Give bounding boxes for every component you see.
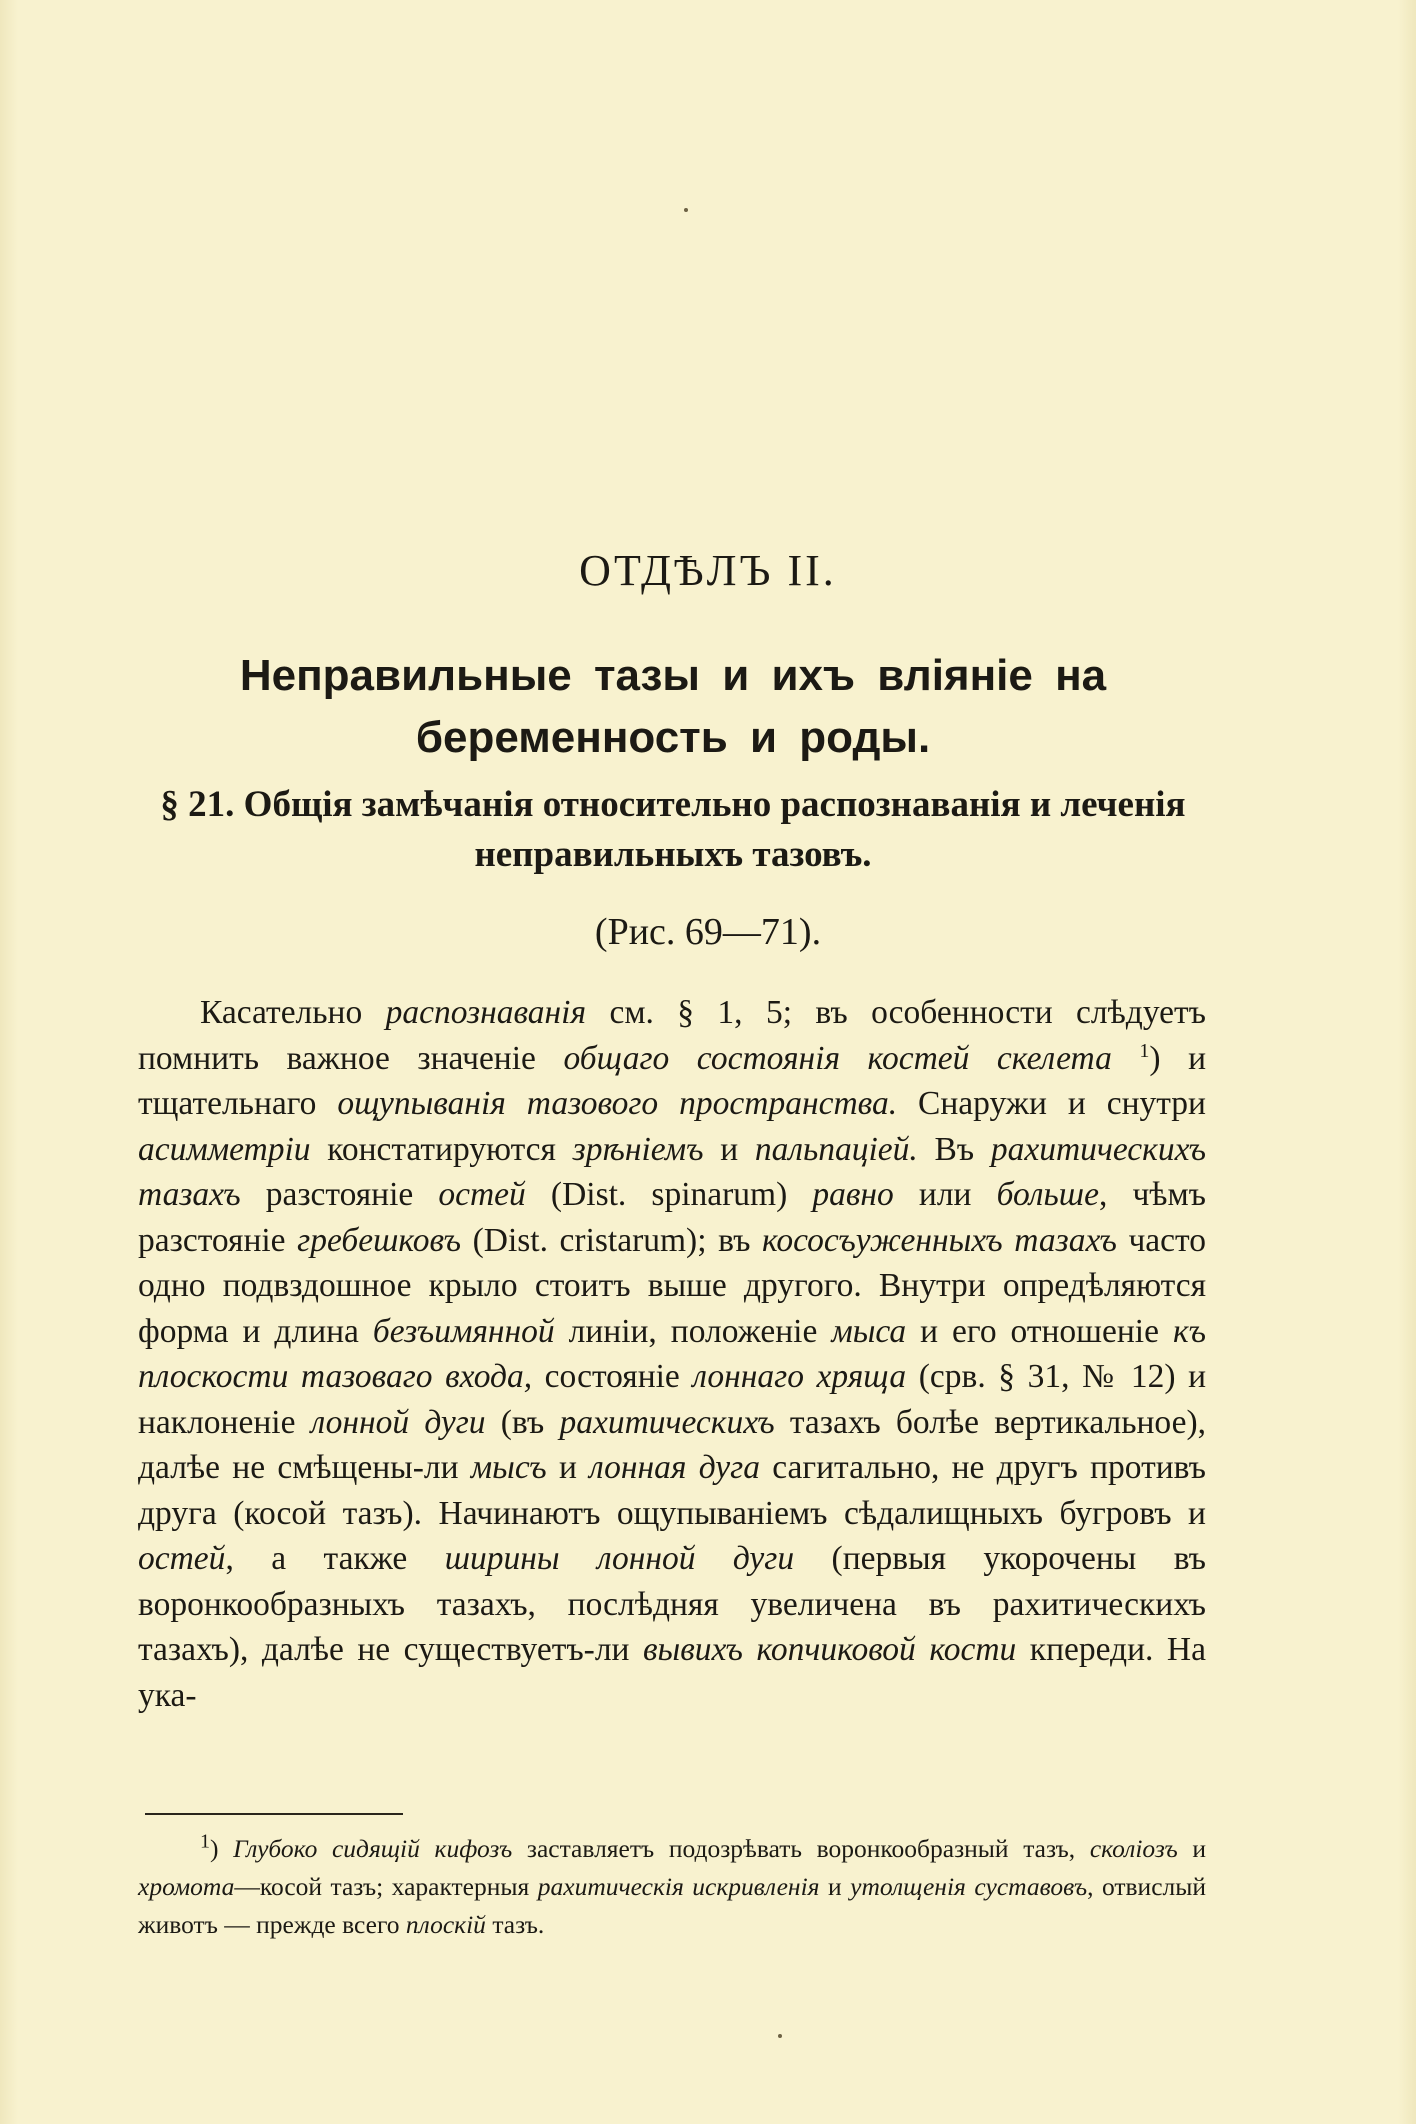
italic-run: лоннаго хряща bbox=[692, 1358, 907, 1395]
text-run: Касательно bbox=[200, 994, 386, 1031]
italic-run: асимметріи bbox=[138, 1130, 311, 1168]
footnote-divider bbox=[145, 1813, 403, 1815]
text-run: (первыя укорочены въ воронкообразныхъ тазахъ, послѣдняя увеличена въ рахитическихъ тазахъ), далѣе не существуетъ-ли bbox=[138, 1540, 1206, 1668]
text-run: , чѣмъ разстояніе bbox=[138, 1176, 1207, 1259]
text-run: сагитально, не другъ противъ друга (косой тазъ). Начинаютъ ощупываніемъ сѣдалищныхъ бугровъ и bbox=[138, 1449, 1206, 1532]
italic-run: безъимянной bbox=[372, 1312, 555, 1350]
text-run: кпереди. На ука- bbox=[138, 1631, 1206, 1714]
text-run: и bbox=[819, 1872, 851, 1901]
text-run: часто одно подвздошное крыло стоитъ выше другого. Внутри опредѣляются форма и длина bbox=[138, 1221, 1206, 1350]
text-run: разстояніе bbox=[240, 1176, 439, 1213]
italic-run: къ плоскости тазоваго входа, bbox=[138, 1312, 1206, 1395]
italic-run: рахитическихъ тазахъ bbox=[138, 1130, 1207, 1213]
text-run: констатируются bbox=[310, 1130, 573, 1168]
text-run: Снаружи и снутри bbox=[897, 1085, 1206, 1122]
text-run: и bbox=[546, 1449, 590, 1486]
italic-run: больше bbox=[996, 1176, 1099, 1213]
italic-run: остей bbox=[438, 1176, 526, 1213]
text-run: Въ bbox=[917, 1130, 991, 1168]
paper-speck bbox=[684, 208, 688, 212]
italic-run: плоскій bbox=[405, 1910, 486, 1939]
text-run: см. § 1, 5; въ особенности слѣдуетъ помнить важное значеніе bbox=[138, 994, 1206, 1077]
paper-speck bbox=[778, 2034, 782, 2038]
italic-run: зрѣніемъ bbox=[572, 1130, 704, 1168]
section-heading: ОТДѢЛЪ II. bbox=[579, 546, 837, 595]
italic-run: ширины лонной дуги bbox=[444, 1540, 795, 1577]
text-run: состояніе bbox=[532, 1358, 693, 1395]
text-run: —косой тазъ; характерныя bbox=[234, 1872, 538, 1901]
italic-run: мысъ bbox=[470, 1449, 547, 1486]
chapter-title: Неправильные тазы и ихъ вліяніе на беременность и роды. bbox=[239, 651, 1107, 762]
text-run: или bbox=[893, 1176, 997, 1213]
italic-run: остей bbox=[138, 1540, 226, 1577]
text-run: линіи, положеніе bbox=[554, 1312, 832, 1350]
italic-run: пальпаціей. bbox=[754, 1130, 918, 1168]
text-run: , а также bbox=[225, 1540, 445, 1577]
text-run: заставляетъ подозрѣвать воронкообразный тазъ, bbox=[512, 1834, 1090, 1863]
text-run: ) bbox=[210, 1834, 234, 1863]
text-run: (въ bbox=[485, 1403, 560, 1441]
text-run: (Dist. spinarum) bbox=[525, 1176, 813, 1213]
text-run: и его отношеніе bbox=[906, 1312, 1173, 1350]
figure-reference: (Рис. 69—71). bbox=[594, 911, 822, 953]
text-run: (срв. § 31, № 12) и наклоненіе bbox=[138, 1358, 1206, 1441]
footnote bbox=[138, 1830, 1206, 1944]
italic-run: лонная дуга bbox=[589, 1449, 760, 1486]
italic-run: рахитическихъ bbox=[559, 1403, 775, 1441]
text-run: ) и тщательнаго bbox=[138, 1039, 1207, 1122]
italic-run: сколіозъ bbox=[1089, 1834, 1178, 1863]
text-run: и bbox=[703, 1130, 755, 1168]
italic-run: рахитическія искривленія bbox=[537, 1872, 820, 1901]
text-run: и bbox=[1177, 1834, 1206, 1863]
italic-run: общаго состоянія костей скелета bbox=[563, 1039, 1112, 1077]
body-paragraph bbox=[138, 990, 1206, 1718]
italic-run: Глубоко сидящій кифозъ bbox=[233, 1834, 513, 1863]
italic-run: гребешковъ bbox=[297, 1221, 462, 1259]
italic-run: распознаванія bbox=[385, 994, 587, 1031]
text-run: , отвислый животъ — прежде всего bbox=[138, 1872, 1207, 1939]
italic-run: хромота bbox=[138, 1872, 235, 1901]
italic-run: равно bbox=[812, 1176, 894, 1213]
paragraph-title: § 21. Общія замѣчанія относительно распознаванія и леченія неправильныхъ тазовъ. bbox=[160, 784, 1186, 875]
italic-run: мыса bbox=[831, 1312, 907, 1350]
italic-run: вывихъ копчиковой кости bbox=[642, 1631, 1017, 1668]
footnote-marker: 1 bbox=[200, 1830, 210, 1853]
text-run: тазахъ болѣе вертикальное), далѣе не смѣщены-ли bbox=[138, 1403, 1206, 1486]
italic-run: кососъуженныхъ тазахъ bbox=[761, 1221, 1117, 1259]
italic-run: ощупыванія тазового пространства. bbox=[337, 1085, 898, 1122]
text-run: (Dist. cristarum); въ bbox=[461, 1221, 762, 1259]
text-run: тазъ. bbox=[485, 1910, 545, 1939]
italic-run: утолщенія суставовъ bbox=[850, 1872, 1088, 1901]
footnote-reference[interactable]: 1 bbox=[1139, 1039, 1150, 1062]
italic-run: лонной дуги bbox=[310, 1403, 486, 1441]
